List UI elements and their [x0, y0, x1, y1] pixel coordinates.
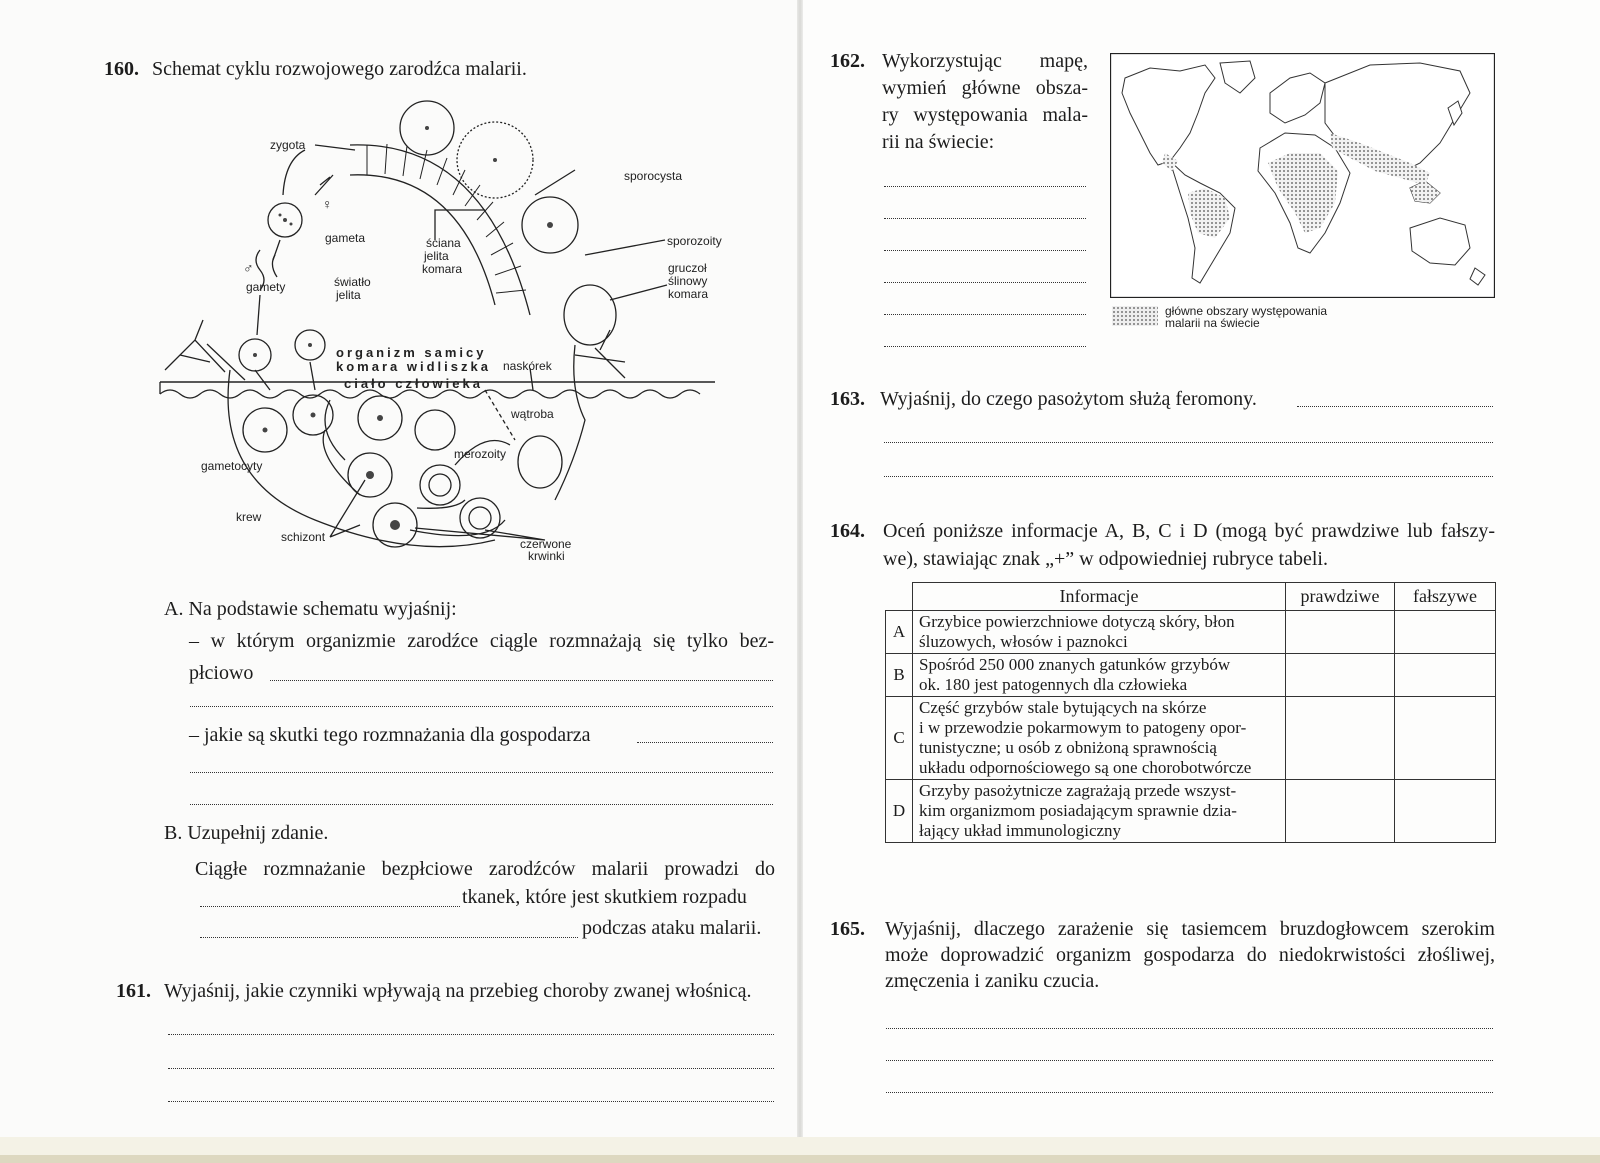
q161-text: Wyjaśnij, jakie czynniki wpływają na przebieg choroby zwanej włośnicą. — [164, 980, 752, 1002]
q160-partA-answer-line-5[interactable] — [190, 804, 773, 805]
label-gametocyty: gametocyty — [201, 459, 263, 473]
q164-row-d — [886, 780, 1496, 843]
q160-partB-line1: Ciągłe rozmnażanie bezpłciowe zarodźców malarii prowadzi do — [195, 858, 775, 880]
q165-line3: zmęczenia i zaniku czucia. — [885, 970, 1100, 992]
mosquito-left — [165, 320, 245, 380]
q164-table-header — [886, 583, 1496, 611]
q160-heading — [104, 56, 527, 82]
q162-prompt — [882, 48, 1088, 156]
label-swiatlo: światło — [334, 275, 371, 289]
book-gutter — [797, 0, 803, 1163]
label-sporozoity: sporozoity — [667, 234, 722, 248]
q161-number: 161. — [116, 980, 151, 1002]
page-bottom-shadow — [0, 1155, 1600, 1163]
q160-partA-heading: A. Na podstawie schematu wyjaśnij: — [164, 598, 457, 620]
q165-number: 165. — [830, 918, 865, 940]
q161-heading — [116, 978, 751, 1004]
q164-header-prawdziwe: prawdziwe — [1286, 583, 1395, 611]
q165-answer-line-1[interactable] — [886, 1028, 1493, 1029]
q164-row-d-line3: łający układ immunologiczny — [919, 821, 1122, 840]
q162-answer-line-3[interactable] — [884, 250, 1086, 251]
q164-line2: we), stawiając znak „+” w odpowiedniej rubryce tabeli. — [883, 548, 1328, 570]
q162-line1: Wykorzystując mapę, — [882, 50, 1088, 72]
q163-answer-line-2[interactable] — [884, 442, 1493, 443]
q164-row-c-false-cell[interactable] — [1395, 697, 1496, 780]
label-sciana-komara: komara — [422, 262, 463, 276]
q164-row-c-line3: tunistyczne; u osób z obniżoną sprawnością — [919, 738, 1217, 757]
q163-answer-line-1[interactable] — [1297, 406, 1493, 407]
label-merozoity: merozoity — [454, 447, 507, 461]
label-naskorek: naskórek — [503, 359, 552, 373]
q164-row-c-line1: Część grzybów stale bytujących na skórze — [919, 698, 1207, 717]
q164-row-c-true-cell[interactable] — [1286, 697, 1395, 780]
q162-answer-line-5[interactable] — [884, 314, 1086, 315]
label-gamety: gamety — [246, 280, 286, 294]
q164-row-d-text — [913, 780, 1286, 843]
map-legend-line2: malarii na świecie — [1165, 316, 1260, 330]
q160-partA-answer-line-2[interactable] — [190, 706, 773, 707]
salivary-gland — [564, 285, 616, 345]
q164-row-a-line1: Grzybice powierzchniowe dotyczą skóry, błon — [919, 612, 1235, 631]
q164-table — [885, 582, 1496, 843]
q163-text: Wyjaśnij, do czego pasożytom służą feromony. — [880, 388, 1257, 410]
label-sporocysta: sporocysta — [624, 169, 683, 183]
q160-partB-heading: B. Uzupełnij zdanie. — [164, 822, 329, 844]
q165-answer-line-2[interactable] — [886, 1060, 1493, 1061]
q164-row-a — [886, 611, 1496, 654]
q162-line4: rii na świecie: — [882, 131, 995, 153]
label-jelita: jelita — [336, 288, 361, 302]
q164-number: 164. — [830, 520, 865, 542]
q164-row-b-line2: ok. 180 jest patogennych dla człowieka — [919, 675, 1188, 694]
q162-answer-line-2[interactable] — [884, 218, 1086, 219]
q160-number: 160. — [104, 58, 139, 80]
q160-partB-line2: tkanek, które jest skutkiem rozpadu — [462, 886, 747, 908]
label-organizm-line1: organizm samicy — [336, 345, 487, 360]
q164-row-a-line2: śluzowych, włosów i paznokci — [919, 632, 1128, 651]
q164-row-a-true-cell[interactable] — [1286, 611, 1395, 654]
q162-answer-line-4[interactable] — [884, 282, 1086, 283]
q160-title: Schemat cyklu rozwojowego zarodźca malarii. — [152, 58, 527, 80]
q162-answer-line-6[interactable] — [884, 346, 1086, 347]
q163-number: 163. — [830, 388, 865, 410]
merozoite-flower — [415, 410, 455, 450]
q165-answer-line-3[interactable] — [886, 1092, 1493, 1093]
q164-row-d-false-cell[interactable] — [1395, 780, 1496, 843]
sporozoite-route — [555, 345, 585, 500]
label-female-symbol: ♀ — [322, 196, 333, 212]
label-czerwone: czerwone — [520, 537, 572, 551]
q160-partA-q1-line2: płciowo — [189, 662, 254, 684]
q160-partB-line3: podczas ataku malarii. — [582, 917, 762, 939]
q164-row-c-text — [913, 697, 1286, 780]
q164-row-b — [886, 654, 1496, 697]
q164-row-b-false-cell[interactable] — [1395, 654, 1496, 697]
label-schizont: schizont — [281, 530, 326, 544]
label-organizm-line2: komara widliszka — [336, 359, 491, 374]
q162-line3: ry występowania mala- — [882, 104, 1088, 126]
q161-answer-line-3[interactable] — [168, 1101, 774, 1102]
q164-row-b-true-cell[interactable] — [1286, 654, 1395, 697]
zygote-shape — [315, 175, 333, 195]
q164-row-a-letter: A — [886, 611, 913, 654]
q164-row-c — [886, 697, 1496, 780]
q160-partB-blank-2[interactable] — [200, 937, 578, 938]
q160-partA-q1-line1: – w którym organizmie zarodźce ciągle rozmnażają się tylko bez- — [189, 630, 774, 652]
q160-partA-answer-line-4[interactable] — [190, 772, 773, 773]
q164-header-informacje: Informacje — [913, 583, 1286, 611]
label-zygota: zygota — [270, 138, 306, 152]
label-krwinki: krwinki — [528, 549, 565, 563]
q164-row-d-letter: D — [886, 780, 913, 843]
label-sciana: ściana — [426, 236, 461, 250]
q160-partA-q2: – jakie są skutki tego rozmnażania dla gospodarza — [189, 724, 591, 746]
q164-row-c-line4: układu odpornościowego są one chorobotwórcze — [919, 758, 1252, 777]
q161-answer-line-1[interactable] — [168, 1034, 774, 1035]
label-watroba: wątroba — [511, 407, 554, 421]
skin-wave — [160, 390, 700, 398]
map-legend-line1: główne obszary występowania — [1165, 304, 1328, 318]
liver-cell — [518, 436, 562, 488]
q164-row-c-line2: i w przewodzie pokarmowym to patogeny opor- — [919, 718, 1247, 737]
world-malaria-map — [1110, 53, 1495, 298]
q164-row-c-letter: C — [886, 697, 913, 780]
q164-row-b-letter: B — [886, 654, 913, 697]
label-cialo-czlowieka: ciało człowieka — [344, 376, 483, 391]
q160-partB-blank-1[interactable] — [200, 906, 460, 907]
q164-line1: Oceń poniższe informacje A, B, C i D (mogą być prawdziwe lub fałszy- — [883, 520, 1495, 542]
label-slinowy: ślinowy — [668, 274, 708, 288]
q162-line2: wymień główne obsza- — [882, 77, 1088, 99]
q164-row-a-text — [913, 611, 1286, 654]
q163-heading — [830, 386, 1257, 412]
q161-answer-line-2[interactable] — [168, 1068, 774, 1069]
q164-header-falszywe: fałszywe — [1395, 583, 1496, 611]
q160-partA-answer-line-1[interactable] — [270, 680, 773, 681]
q165-line2: może doprowadzić organizm gospodarza do niedokrwistości złośliwej, — [885, 944, 1495, 966]
mosquito-right — [575, 330, 625, 378]
q162-answer-line-1[interactable] — [884, 186, 1086, 187]
gut-wall-inner — [350, 145, 530, 315]
q164-row-b-text — [913, 654, 1286, 697]
label-gruczol: gruczoł — [668, 261, 707, 275]
q164-row-b-line1: Spośród 250 000 znanych gatunków grzybów — [919, 655, 1231, 674]
label-male-symbol: ♂ — [243, 260, 254, 276]
red-cell-1 — [420, 465, 460, 505]
q164-row-a-false-cell[interactable] — [1395, 611, 1496, 654]
q165-line1: Wyjaśnij, dlaczego zarażenie się tasiemcem bruzdogłowcem szerokim — [885, 918, 1495, 940]
q160-partA-answer-line-3[interactable] — [637, 742, 773, 743]
cycle-arrows — [255, 150, 510, 536]
label-gruczol-komara: komara — [668, 287, 709, 301]
q164-row-d-line1: Grzyby pasożytnicze zagrażają przede wszyst- — [919, 781, 1237, 800]
q164-row-d-true-cell[interactable] — [1286, 780, 1395, 843]
q164-header-blank — [886, 583, 913, 611]
q163-answer-line-3[interactable] — [884, 476, 1493, 477]
q162-number: 162. — [830, 50, 865, 72]
label-sciana-jelita: jelita — [424, 249, 449, 263]
label-krew: krew — [236, 510, 262, 524]
map-legend-swatch — [1112, 306, 1158, 326]
q164-row-d-line2: kim organizmom posiadającym sprawnie dzia- — [919, 801, 1237, 820]
label-gameta: gameta — [325, 231, 366, 245]
